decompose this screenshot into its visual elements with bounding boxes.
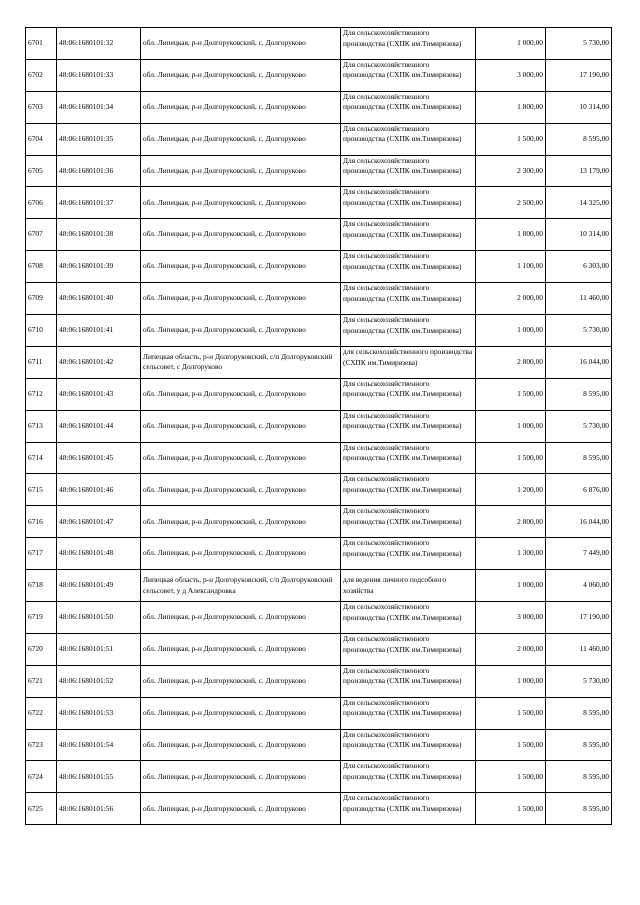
- table-row: [26, 793, 612, 825]
- address-cell: обл. Липецкая, р-н Долгоруковский, с. Долгоруково: [141, 697, 341, 729]
- table-row: [26, 570, 612, 602]
- table-body: [26, 28, 612, 825]
- table-row: [26, 59, 612, 91]
- table-row: [26, 442, 612, 474]
- address-cell: обл. Липецкая, р-н Долгоруковский, с. Долгоруково: [141, 91, 341, 123]
- land-use-cell: Для сельскохозяйственного производства (СХПК им.Тимирязева): [341, 793, 476, 825]
- address-cell: обл. Липецкая, р-н Долгоруковский, с. Долгоруково: [141, 155, 341, 187]
- cadastral-value-cell: 5 730,00: [546, 410, 612, 442]
- cadastral-value-cell: 16 044,00: [546, 346, 612, 378]
- address-cell: обл. Липецкая, р-н Долгоруковский, с. Долгоруково: [141, 538, 341, 570]
- cadastral-number: 48:06:1680101:33: [57, 59, 141, 91]
- cadastral-number: 48:06:1680101:43: [57, 378, 141, 410]
- area-cell: 1 500,00: [476, 442, 546, 474]
- cadastral-value-cell: 6 303,00: [546, 251, 612, 283]
- address-cell: обл. Липецкая, р-н Долгоруковский, с. Долгоруково: [141, 410, 341, 442]
- cadastral-number: 48:06:1680101:34: [57, 91, 141, 123]
- land-use-cell: Для сельскохозяйственного производства (СХПК им.Тимирязева): [341, 187, 476, 219]
- land-use-cell: Для сельскохозяйственного производства (СХПК им.Тимирязева): [341, 633, 476, 665]
- cadastral-number: 48:06:1680101:39: [57, 251, 141, 283]
- land-use-cell: Для сельскохозяйственного производства (СХПК им.Тимирязева): [341, 474, 476, 506]
- land-use-cell: Для сельскохозяйственного производства (СХПК им.Тимирязева): [341, 155, 476, 187]
- table-row: [26, 28, 612, 60]
- land-use-cell: Для сельскохозяйственного производства (СХПК им.Тимирязева): [341, 665, 476, 697]
- table-row: [26, 697, 612, 729]
- table-row: [26, 729, 612, 761]
- cadastral-number: 48:06:1680101:45: [57, 442, 141, 474]
- land-use-cell: Для сельскохозяйственного производства (СХПК им.Тимирязева): [341, 59, 476, 91]
- area-cell: 2 000,00: [476, 283, 546, 315]
- cadastral-number: 48:06:1680101:53: [57, 697, 141, 729]
- cadastral-number: 48:06:1680101:51: [57, 633, 141, 665]
- row-number: 6717: [26, 538, 57, 570]
- address-cell: обл. Липецкая, р-н Долгоруковский, с. Долгоруково: [141, 665, 341, 697]
- row-number: 6712: [26, 378, 57, 410]
- area-cell: 2 000,00: [476, 633, 546, 665]
- address-cell: обл. Липецкая, р-н Долгоруковский, с. Долгоруково: [141, 793, 341, 825]
- cadastral-value-cell: 14 325,00: [546, 187, 612, 219]
- address-cell: Липецкая область, р-н Долгоруковский, с/п Долгоруковский сельсовет, с Долгоруково: [141, 346, 341, 378]
- cadastral-number: 48:06:1680101:55: [57, 761, 141, 793]
- row-number: 6703: [26, 91, 57, 123]
- table-row: [26, 123, 612, 155]
- address-cell: обл. Липецкая, р-н Долгоруковский, с. Долгоруково: [141, 59, 341, 91]
- area-cell: 1 000,00: [476, 570, 546, 602]
- land-use-cell: Для сельскохозяйственного производства (СХПК им.Тимирязева): [341, 729, 476, 761]
- row-number: 6707: [26, 219, 57, 251]
- address-cell: обл. Липецкая, р-н Долгоруковский, с. Долгоруково: [141, 633, 341, 665]
- row-number: 6713: [26, 410, 57, 442]
- table-row: [26, 633, 612, 665]
- table-row: [26, 410, 612, 442]
- land-use-cell: Для сельскохозяйственного производства (СХПК им.Тимирязева): [341, 506, 476, 538]
- cadastral-value-cell: 8 595,00: [546, 123, 612, 155]
- table-row: [26, 665, 612, 697]
- cadastral-number: 48:06:1680101:54: [57, 729, 141, 761]
- cadastral-value-cell: 8 595,00: [546, 378, 612, 410]
- area-cell: 3 000,00: [476, 602, 546, 634]
- area-cell: 2 800,00: [476, 346, 546, 378]
- row-number: 6702: [26, 59, 57, 91]
- area-cell: 1 100,00: [476, 251, 546, 283]
- cadastral-value-cell: 8 595,00: [546, 442, 612, 474]
- cadastral-number: 48:06:1680101:47: [57, 506, 141, 538]
- cadastral-value-cell: 6 876,00: [546, 474, 612, 506]
- table-row: [26, 251, 612, 283]
- cadastral-value-cell: 13 179,00: [546, 155, 612, 187]
- table-row: [26, 538, 612, 570]
- area-cell: 1 500,00: [476, 761, 546, 793]
- cadastral-value-cell: 17 190,00: [546, 59, 612, 91]
- row-number: 6720: [26, 633, 57, 665]
- address-cell: обл. Липецкая, р-н Долгоруковский, с. Долгоруково: [141, 315, 341, 347]
- area-cell: 1 500,00: [476, 123, 546, 155]
- table-row: [26, 219, 612, 251]
- cadastral-number: 48:06:1680101:56: [57, 793, 141, 825]
- address-cell: обл. Липецкая, р-н Долгоруковский, с. Долгоруково: [141, 378, 341, 410]
- row-number: 6704: [26, 123, 57, 155]
- address-cell: обл. Липецкая, р-н Долгоруковский, с. Долгоруково: [141, 28, 341, 60]
- address-cell: Липецкая область, р-н Долгоруковский, с/п Долгоруковский сельсовет, у д Александровка: [141, 570, 341, 602]
- land-use-cell: Для сельскохозяйственного производства (СХПК им.Тимирязева): [341, 602, 476, 634]
- table-row: [26, 283, 612, 315]
- cadastral-number: 48:06:1680101:41: [57, 315, 141, 347]
- row-number: 6708: [26, 251, 57, 283]
- cadastral-number: 48:06:1680101:44: [57, 410, 141, 442]
- address-cell: обл. Липецкая, р-н Долгоруковский, с. Долгоруково: [141, 761, 341, 793]
- cadastral-number: 48:06:1680101:40: [57, 283, 141, 315]
- row-number: 6723: [26, 729, 57, 761]
- area-cell: 1 800,00: [476, 91, 546, 123]
- area-cell: 1 500,00: [476, 793, 546, 825]
- address-cell: обл. Липецкая, р-н Долгоруковский, с. Долгоруково: [141, 442, 341, 474]
- land-use-cell: Для сельскохозяйственного производства (СХПК им.Тимирязева): [341, 251, 476, 283]
- row-number: 6722: [26, 697, 57, 729]
- land-use-cell: Для сельскохозяйственного производства (СХПК им.Тимирязева): [341, 219, 476, 251]
- address-cell: обл. Липецкая, р-н Долгоруковский, с. Долгоруково: [141, 729, 341, 761]
- row-number: 6724: [26, 761, 57, 793]
- cadastral-number: 48:06:1680101:32: [57, 28, 141, 60]
- table-row: [26, 378, 612, 410]
- row-number: 6706: [26, 187, 57, 219]
- cadastral-number: 48:06:1680101:50: [57, 602, 141, 634]
- land-use-cell: Для сельскохозяйственного производства (СХПК им.Тимирязева): [341, 315, 476, 347]
- area-cell: 1 800,00: [476, 219, 546, 251]
- area-cell: 3 000,00: [476, 59, 546, 91]
- table-row: [26, 474, 612, 506]
- cadastral-value-cell: 4 060,00: [546, 570, 612, 602]
- address-cell: обл. Липецкая, р-н Долгоруковский, с. Долгоруково: [141, 602, 341, 634]
- cadastral-value-cell: 5 730,00: [546, 665, 612, 697]
- row-number: 6716: [26, 506, 57, 538]
- cadastral-value-cell: 7 449,00: [546, 538, 612, 570]
- table-row: [26, 506, 612, 538]
- land-use-cell: Для сельскохозяйственного производства (СХПК им.Тимирязева): [341, 91, 476, 123]
- address-cell: обл. Липецкая, р-н Долгоруковский, с. Долгоруково: [141, 219, 341, 251]
- land-use-cell: Для сельскохозяйственного производства (СХПК им.Тимирязева): [341, 123, 476, 155]
- cadastral-value-cell: 11 460,00: [546, 633, 612, 665]
- cadastral-number: 48:06:1680101:36: [57, 155, 141, 187]
- area-cell: 1 000,00: [476, 315, 546, 347]
- cadastral-value-cell: 10 314,00: [546, 91, 612, 123]
- address-cell: обл. Липецкая, р-н Долгоруковский, с. Долгоруково: [141, 123, 341, 155]
- row-number: 6715: [26, 474, 57, 506]
- cadastral-number: 48:06:1680101:46: [57, 474, 141, 506]
- table-row: [26, 187, 612, 219]
- cadastral-value-cell: 10 314,00: [546, 219, 612, 251]
- land-use-cell: Для сельскохозяйственного производства (СХПК им.Тимирязева): [341, 378, 476, 410]
- cadastral-value-cell: 8 595,00: [546, 697, 612, 729]
- land-use-cell: Для сельскохозяйственного производства (СХПК им.Тимирязева): [341, 442, 476, 474]
- row-number: 6710: [26, 315, 57, 347]
- address-cell: обл. Липецкая, р-н Долгоруковский, с. Долгоруково: [141, 506, 341, 538]
- address-cell: обл. Липецкая, р-н Долгоруковский, с. Долгоруково: [141, 187, 341, 219]
- land-use-cell: Для сельскохозяйственного производства (СХПК им.Тимирязева): [341, 410, 476, 442]
- cadastral-number: 48:06:1680101:35: [57, 123, 141, 155]
- land-use-cell: Для сельскохозяйственного производства (СХПК им.Тимирязева): [341, 538, 476, 570]
- area-cell: 1 200,00: [476, 474, 546, 506]
- table-row: [26, 91, 612, 123]
- cadastral-number: 48:06:1680101:38: [57, 219, 141, 251]
- row-number: 6709: [26, 283, 57, 315]
- row-number: 6705: [26, 155, 57, 187]
- row-number: 6721: [26, 665, 57, 697]
- cadastral-number: 48:06:1680101:48: [57, 538, 141, 570]
- table-row: [26, 602, 612, 634]
- address-cell: обл. Липецкая, р-н Долгоруковский, с. Долгоруково: [141, 474, 341, 506]
- land-use-cell: для ведения личного подсобного хозяйства: [341, 570, 476, 602]
- row-number: 6711: [26, 346, 57, 378]
- cadastral-number: 48:06:1680101:49: [57, 570, 141, 602]
- address-cell: обл. Липецкая, р-н Долгоруковский, с. Долгоруково: [141, 283, 341, 315]
- area-cell: 1 300,00: [476, 538, 546, 570]
- land-use-cell: для сельскохозяйственного производства (СХПК им.Тимирязева): [341, 346, 476, 378]
- cadastral-number: 48:06:1680101:37: [57, 187, 141, 219]
- cadastral-value-cell: 11 460,00: [546, 283, 612, 315]
- cadastral-value-cell: 17 190,00: [546, 602, 612, 634]
- cadastral-number: 48:06:1680101:52: [57, 665, 141, 697]
- cadastral-value-cell: 8 595,00: [546, 761, 612, 793]
- area-cell: 1 500,00: [476, 378, 546, 410]
- area-cell: 1 500,00: [476, 729, 546, 761]
- row-number: 6701: [26, 28, 57, 60]
- cadastral-value-cell: 16 044,00: [546, 506, 612, 538]
- table-row: [26, 346, 612, 378]
- cadastral-value-cell: 8 595,00: [546, 793, 612, 825]
- area-cell: 1 000,00: [476, 410, 546, 442]
- row-number: 6725: [26, 793, 57, 825]
- row-number: 6714: [26, 442, 57, 474]
- area-cell: 1 000,00: [476, 665, 546, 697]
- land-registry-table: [25, 27, 612, 825]
- table-row: [26, 761, 612, 793]
- cadastral-value-cell: 8 595,00: [546, 729, 612, 761]
- row-number: 6718: [26, 570, 57, 602]
- address-cell: обл. Липецкая, р-н Долгоруковский, с. Долгоруково: [141, 251, 341, 283]
- area-cell: 2 300,00: [476, 155, 546, 187]
- table-row: [26, 315, 612, 347]
- area-cell: 2 500,00: [476, 187, 546, 219]
- area-cell: 1 000,00: [476, 28, 546, 60]
- area-cell: 2 800,00: [476, 506, 546, 538]
- cadastral-number: 48:06:1680101:42: [57, 346, 141, 378]
- row-number: 6719: [26, 602, 57, 634]
- land-use-cell: Для сельскохозяйственного производства (СХПК им.Тимирязева): [341, 761, 476, 793]
- area-cell: 1 500,00: [476, 697, 546, 729]
- table-row: [26, 155, 612, 187]
- land-use-cell: Для сельскохозяйственного производства (СХПК им.Тимирязева): [341, 697, 476, 729]
- cadastral-value-cell: 5 730,00: [546, 315, 612, 347]
- land-use-cell: Для сельскохозяйственного производства (СХПК им.Тимирязева): [341, 28, 476, 60]
- cadastral-value-cell: 5 730,00: [546, 28, 612, 60]
- land-use-cell: Для сельскохозяйственного производства (СХПК им.Тимирязева): [341, 283, 476, 315]
